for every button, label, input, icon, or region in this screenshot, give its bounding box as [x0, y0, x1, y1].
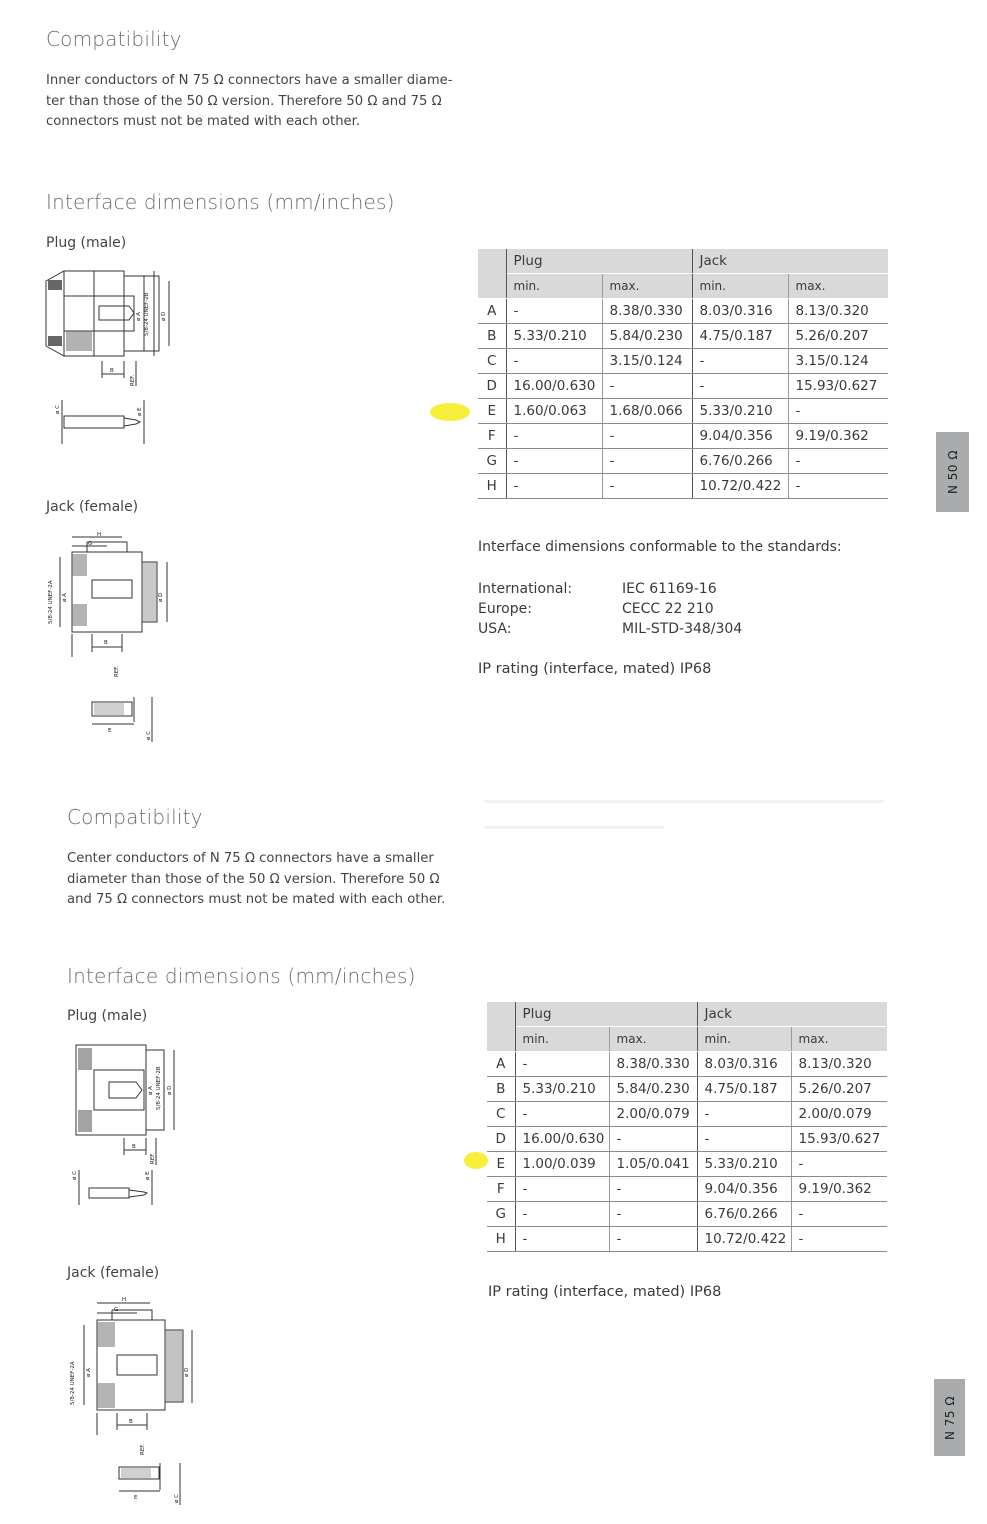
standard-row	[478, 619, 742, 639]
group-jack: Jack	[692, 249, 888, 274]
side-tab-n75: N 75 Ω	[934, 1379, 965, 1456]
table-cell: -	[506, 349, 602, 374]
table-cell: -	[791, 1152, 887, 1177]
compatibility-line: ter than those of the 50 Ω version. Therefore 50 Ω and 75 Ω	[46, 93, 442, 109]
svg-text:ø D: ø D	[161, 311, 167, 321]
svg-text:B: B	[129, 1419, 133, 1425]
table-cell: -	[609, 1127, 697, 1152]
svg-text:ø C: ø C	[146, 731, 152, 740]
compatibility-line: diameter than those of the 50 Ω version. Therefore 50 Ω	[67, 871, 440, 887]
row-key: E	[487, 1152, 515, 1177]
col-header: max.	[791, 1027, 887, 1052]
standard-region: Europe:	[478, 601, 532, 617]
highlight-marker	[464, 1152, 488, 1169]
table-cell: -	[515, 1227, 609, 1252]
table-cell: -	[697, 1102, 791, 1127]
table-cell: 8.13/0.320	[791, 1052, 887, 1077]
table-cell: 5.84/0.230	[609, 1077, 697, 1102]
row-key: D	[487, 1127, 515, 1152]
table-row	[487, 1152, 887, 1177]
row-key: E	[478, 399, 506, 424]
table-cell: 5.33/0.210	[692, 399, 788, 424]
svg-text:ø D: ø D	[184, 1367, 190, 1377]
table-row	[487, 1202, 887, 1227]
side-tab-n50: N 50 Ω	[936, 432, 969, 512]
standard-region: USA:	[478, 621, 512, 637]
table-cell: 8.03/0.316	[692, 299, 788, 324]
table-cell: 1.05/0.041	[609, 1152, 697, 1177]
table-cell: 5.33/0.210	[515, 1077, 609, 1102]
group-plug: Plug	[515, 1002, 697, 1027]
svg-text:ø C: ø C	[72, 1171, 78, 1180]
table-cell: -	[602, 449, 692, 474]
row-key: A	[478, 299, 506, 324]
compatibility-title: Compatibility	[67, 805, 203, 829]
table-cell: 8.03/0.316	[697, 1052, 791, 1077]
table-cell: 16.00/0.630	[515, 1127, 609, 1152]
table-row	[487, 1102, 887, 1127]
col-header: min.	[692, 274, 788, 299]
group-jack: Jack	[697, 1002, 887, 1027]
table-row	[487, 1127, 887, 1152]
table-row	[478, 424, 888, 449]
svg-text:ø C: ø C	[174, 1494, 180, 1503]
dimensions-table	[487, 1002, 887, 1252]
compatibility-text	[67, 849, 445, 911]
table-row	[487, 1227, 887, 1252]
table-cell: 3.15/0.124	[602, 349, 692, 374]
table-cell: 9.19/0.362	[791, 1177, 887, 1202]
svg-text:ø A: ø A	[136, 312, 142, 321]
standards-list	[478, 579, 742, 639]
table-cell: -	[609, 1227, 697, 1252]
table-cell: -	[506, 474, 602, 499]
table-cell: 6.76/0.266	[692, 449, 788, 474]
table-cell: 1.60/0.063	[506, 399, 602, 424]
standard-region: International:	[478, 581, 573, 597]
plug-label: Plug (male)	[46, 235, 127, 251]
interface-dimensions-title: Interface dimensions (mm/inches)	[67, 964, 416, 988]
table-row	[478, 299, 888, 324]
svg-text:G: G	[88, 541, 93, 547]
table-cell: -	[609, 1177, 697, 1202]
table-cell: -	[788, 399, 888, 424]
table-cell: -	[515, 1177, 609, 1202]
table-cell: 9.04/0.356	[692, 424, 788, 449]
svg-text:5/8-24 UNEF-2A: 5/8-24 UNEF-2A	[70, 1361, 76, 1405]
table-cell: 5.26/0.207	[791, 1077, 887, 1102]
svg-text:5/8-24 UNEF-2A: 5/8-24 UNEF-2A	[48, 580, 54, 624]
svg-text:ø E: ø E	[137, 407, 143, 416]
table-cell: 3.15/0.124	[788, 349, 888, 374]
dimensions-table	[478, 249, 888, 499]
col-header: min.	[515, 1027, 609, 1052]
table-cell: -	[515, 1202, 609, 1227]
faint-line	[484, 826, 664, 829]
svg-text:ø C: ø C	[55, 405, 61, 414]
svg-text:E: E	[108, 728, 112, 734]
table-cell: 15.93/0.627	[788, 374, 888, 399]
jack-label: Jack (female)	[46, 499, 139, 515]
row-key: D	[478, 374, 506, 399]
compatibility-line: and 75 Ω connectors must not be mated with each other.	[67, 892, 446, 907]
group-plug: Plug	[506, 249, 692, 274]
table-cell: -	[515, 1052, 609, 1077]
table-cell: 15.93/0.627	[791, 1127, 887, 1152]
table-cell: 5.84/0.230	[602, 324, 692, 349]
compatibility-title: Compatibility	[46, 27, 182, 51]
table-cell: 9.04/0.356	[697, 1177, 791, 1202]
jack-drawing	[62, 1295, 202, 1514]
standards-title: Interface dimensions conformable to the standards:	[478, 539, 842, 555]
table-row	[487, 1077, 887, 1102]
table-cell: -	[692, 349, 788, 374]
svg-text:5/8-24 UNEF-2B: 5/8-24 UNEF-2B	[156, 1066, 162, 1110]
svg-text:REF.: REF.	[150, 1152, 156, 1164]
table-row	[478, 399, 888, 424]
faint-line	[484, 800, 884, 803]
row-key: G	[487, 1202, 515, 1227]
row-key: C	[487, 1102, 515, 1127]
svg-text:ø D: ø D	[167, 1085, 173, 1095]
svg-text:ø A: ø A	[62, 593, 68, 602]
table-row	[487, 1052, 887, 1077]
compatibility-line: Center conductors of N 75 Ω connectors have a smaller	[67, 851, 434, 866]
table-cell: -	[506, 449, 602, 474]
svg-text:ø A: ø A	[86, 1368, 92, 1377]
standard-value: IEC 61169-16	[622, 581, 717, 597]
table-row	[487, 1177, 887, 1202]
ip-rating: IP rating (interface, mated) IP68	[478, 661, 712, 677]
table-row	[478, 349, 888, 374]
table-cell: -	[788, 449, 888, 474]
table-cell: -	[602, 374, 692, 399]
table-cell: 16.00/0.630	[506, 374, 602, 399]
plug-label: Plug (male)	[67, 1008, 148, 1024]
table-cell: 5.33/0.210	[697, 1152, 791, 1177]
svg-text:REF.: REF.	[114, 665, 120, 677]
svg-text:B: B	[132, 1144, 136, 1150]
standard-value: CECC 22 210	[622, 601, 714, 617]
svg-text:G: G	[114, 1307, 119, 1313]
standard-row	[478, 599, 742, 619]
table-cell: 8.38/0.330	[609, 1052, 697, 1077]
row-key: H	[487, 1227, 515, 1252]
table-cell: 5.33/0.210	[506, 324, 602, 349]
table-cell: 6.76/0.266	[697, 1202, 791, 1227]
row-key: B	[487, 1077, 515, 1102]
highlight-marker	[430, 403, 470, 421]
svg-text:H: H	[97, 532, 102, 538]
standard-row	[478, 579, 742, 599]
row-key: B	[478, 324, 506, 349]
svg-text:5/8-24 UNEF-2B: 5/8-24 UNEF-2B	[144, 292, 150, 336]
table-cell: -	[692, 374, 788, 399]
table-cell: -	[515, 1102, 609, 1127]
compatibility-line: connectors must not be mated with each other.	[46, 114, 361, 129]
row-key: H	[478, 474, 506, 499]
interface-dimensions-title: Interface dimensions (mm/inches)	[46, 190, 395, 214]
ip-rating: IP rating (interface, mated) IP68	[488, 1284, 722, 1300]
col-header: min.	[506, 274, 602, 299]
svg-text:E: E	[134, 1495, 138, 1501]
svg-text:B: B	[110, 368, 114, 374]
svg-text:ø D: ø D	[158, 592, 164, 602]
row-key: F	[478, 424, 506, 449]
table-cell: -	[602, 424, 692, 449]
svg-text:ø A: ø A	[148, 1086, 154, 1095]
table-row	[478, 474, 888, 499]
table-cell: -	[506, 299, 602, 324]
table-cell: 8.13/0.320	[788, 299, 888, 324]
table-row	[478, 374, 888, 399]
table-cell: 9.19/0.362	[788, 424, 888, 449]
table-cell: -	[609, 1202, 697, 1227]
row-key: C	[478, 349, 506, 374]
table-cell: 4.75/0.187	[692, 324, 788, 349]
table-cell: 10.72/0.422	[697, 1227, 791, 1252]
table-row	[478, 449, 888, 474]
standard-value: MIL-STD-348/304	[622, 621, 743, 637]
col-header: min.	[697, 1027, 791, 1052]
plug-drawing	[64, 1040, 194, 1214]
table-cell: 8.38/0.330	[602, 299, 692, 324]
svg-text:ø E: ø E	[145, 1171, 151, 1180]
jack-drawing	[42, 532, 182, 751]
plug-drawing	[44, 266, 184, 450]
col-header: max.	[788, 274, 888, 299]
table-cell: 2.00/0.079	[609, 1102, 697, 1127]
table-cell: 5.26/0.207	[788, 324, 888, 349]
jack-label: Jack (female)	[67, 1265, 160, 1281]
table-cell: -	[697, 1127, 791, 1152]
table-cell: -	[602, 474, 692, 499]
table-cell: 2.00/0.079	[791, 1102, 887, 1127]
col-header: max.	[602, 274, 692, 299]
col-header: max.	[609, 1027, 697, 1052]
table-cell: -	[791, 1227, 887, 1252]
row-key: A	[487, 1052, 515, 1077]
table-cell: 1.68/0.066	[602, 399, 692, 424]
table-cell: -	[506, 424, 602, 449]
svg-text:REF.: REF.	[140, 1443, 146, 1455]
svg-text:B: B	[104, 640, 108, 646]
table-cell: 1.00/0.039	[515, 1152, 609, 1177]
table-cell: 10.72/0.422	[692, 474, 788, 499]
table-cell: -	[788, 474, 888, 499]
row-key: F	[487, 1177, 515, 1202]
svg-text:REF.: REF.	[130, 374, 136, 386]
table-cell: -	[791, 1202, 887, 1227]
compatibility-line: Inner conductors of N 75 Ω connectors have a smaller diame-	[46, 73, 453, 88]
svg-text:H: H	[122, 1297, 127, 1303]
row-key: G	[478, 449, 506, 474]
compatibility-text	[46, 71, 453, 133]
table-row	[478, 324, 888, 349]
table-cell: 4.75/0.187	[697, 1077, 791, 1102]
